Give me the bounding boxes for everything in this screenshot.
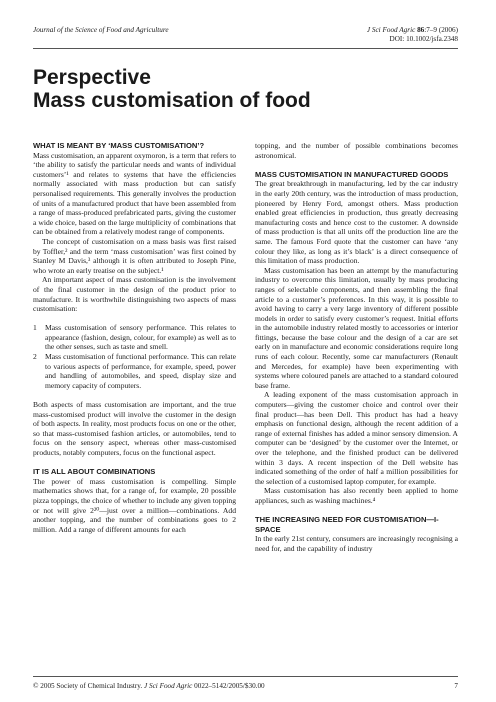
footer-citation: J Sci Food Agric — [144, 682, 193, 690]
paragraph: An important aspect of mass customisation is the involvement of the final customer in the design of the product prior to manufacture. It is worthwhile distinguishing two aspects of mass customisation: — [33, 275, 236, 314]
article-heading — [33, 66, 311, 112]
paragraph: A leading exponent of the mass customisation approach in computers—giving the customer choice and control over their final product—has been Dell. This product has had a heavy emphasis on functional design, although the recent addition of a range of external finishes has added a minor sensory dimension. A computer can be ‘designed’ by the customer over the Internet, or over the telephone, and the finished product can be delivered within 3 days. A recent inspection of the Dell website has indicated something of the order of half a million possibilities for the selection of a customised laptop computer, for example. — [255, 390, 458, 486]
paragraph: Mass customisation has been an attempt by the manufacturing industry to overcome this limitation, usually by mass producing ranges of selectable components, and then assembling the final article to a customer’s preferences. In this way, it is possible to avoid having to carry a very large inventory of different possible models in order to satisfy every customer’s request. Initial efforts in the automobile industry related mostly to accessories or interior fittings, because the base colour and the design of a car are set early on in manufacture and economic considerations require long runs of each colour. Recently, some car manufacturers (Renault and Mercedes, for example) have been experimenting with systems where coloured panels are attached to a standard coloured base frame. — [255, 265, 458, 390]
spacer — [33, 390, 236, 400]
footer-divider — [33, 676, 458, 677]
section-heading: IT IS ALL ABOUT COMBINATIONS — [33, 467, 156, 477]
citation-volume: 86 — [417, 26, 425, 34]
left-column — [33, 141, 236, 534]
header-divider — [33, 48, 458, 49]
footer-copyright-line — [33, 682, 265, 690]
paragraph: topping, and the number of possible combinations becomes astronomical. — [255, 141, 458, 160]
section-heading: WHAT IS MEANT BY ‘MASS CUSTOMISATION’? — [33, 141, 205, 150]
spacer — [255, 506, 458, 516]
list-item — [33, 352, 236, 390]
aspects-list — [33, 323, 236, 390]
paragraph: In the early 21st century, consumers are increasingly recognising a need for, and the capability of industry — [255, 534, 458, 553]
list-item — [33, 323, 236, 352]
journal-name: Journal of the Science of Food and Agriculture — [33, 26, 169, 34]
doi: DOI: 10.1002/jsfa.2348 — [389, 35, 458, 43]
spacer — [33, 458, 236, 468]
page-number: 7 — [454, 682, 458, 690]
list-item-text: Mass customisation of sensory performance. This relates to appearance (fashion, design, colour, for example) as well as to the other senses, such as taste and smell. — [45, 323, 236, 352]
right-column — [255, 141, 458, 554]
section-heading: THE INCREASING NEED FOR CUSTOMISATION—I-SPACE — [255, 515, 439, 534]
section-heading: MASS CUSTOMISATION IN MANUFACTURED GOODS — [255, 169, 449, 179]
section-label: Perspective — [33, 66, 151, 89]
paragraph: Mass customisation, an apparent oxymoron, is a term that refers to ‘the ability to satisfy the particular needs and wants of individual customers’¹ and relates to systems that have the efficiencies normally associated with mass production but can satisfy personalised requirements. This generally involves the production of units of a manufactured product that have been assembled from a range of mass-produced prefabricated parts, giving the customer a wide choice, based on the large multiplicity of combinations that can be obtained from a relatively modest range of components. — [33, 150, 236, 237]
citation-suffix: :7–9 (2006) — [424, 26, 458, 34]
spacer — [33, 314, 236, 324]
paragraph: The concept of customisation on a mass basis was first raised by Toffler,² and the term ‘mass customisation’ was first coined by Stanley M Davis,³ although it is often attributed to Joseph Pine, who wrote an early treatise on the subject.¹ — [33, 236, 236, 275]
paragraph: The great breakthrough in manufacturing, led by the car industry in the early 20th century, was the introduction of mass production, pioneered by Henry Ford, amongst others. Mass production enabled great efficiencies in production, thus greatly decreasing manufacturing costs and hence cost to the customer. A downside of mass production is that all units off the production line are the same. The famous Ford quote that the customer can have ‘any colour they like, as long as it’s black’ is a direct consequence of this limitation of mass production. — [255, 179, 458, 266]
footer-codes: 0022–5142/2005/$30.00 — [192, 682, 265, 690]
paragraph: The power of mass customisation is compelling. Simple mathematics shows that, for a range of, for example, 20 possible pizza toppings, the choice of whether to include any given topping or not will give 2²⁰—just over a million—combinations. Add another topping, and the number of combinations goes to 2 million. Add a range of different amounts for each — [33, 476, 236, 534]
article-title: Mass customisation of food — [33, 89, 311, 112]
spacer — [255, 160, 458, 170]
citation-block — [367, 26, 458, 44]
citation-line — [367, 26, 458, 35]
citation-prefix: J Sci Food Agric — [366, 26, 418, 34]
paragraph: Mass customisation has also recently been applied to home appliances, such as washing machines.⁴ — [255, 486, 458, 505]
copyright: © 2005 Society of Chemical Industry. — [33, 682, 144, 690]
list-number: 1 — [33, 323, 37, 333]
list-item-text: Mass customisation of functional performance. This can relate to various aspects of performance, for example, speed, power and handling of automobiles, and speed, display size and memory capacity of computers. — [45, 352, 236, 390]
list-number: 2 — [33, 352, 37, 362]
paragraph: Both aspects of mass customisation are important, and the true mass-customised product will involve the customer in the design of both aspects. In reality, most products focus on one or the other, so that mass-customised fashion articles, or automobiles, tend to focus on the sensory aspect, whereas other mass-customised products, notably computers, focus on the functional aspect. — [33, 400, 236, 457]
